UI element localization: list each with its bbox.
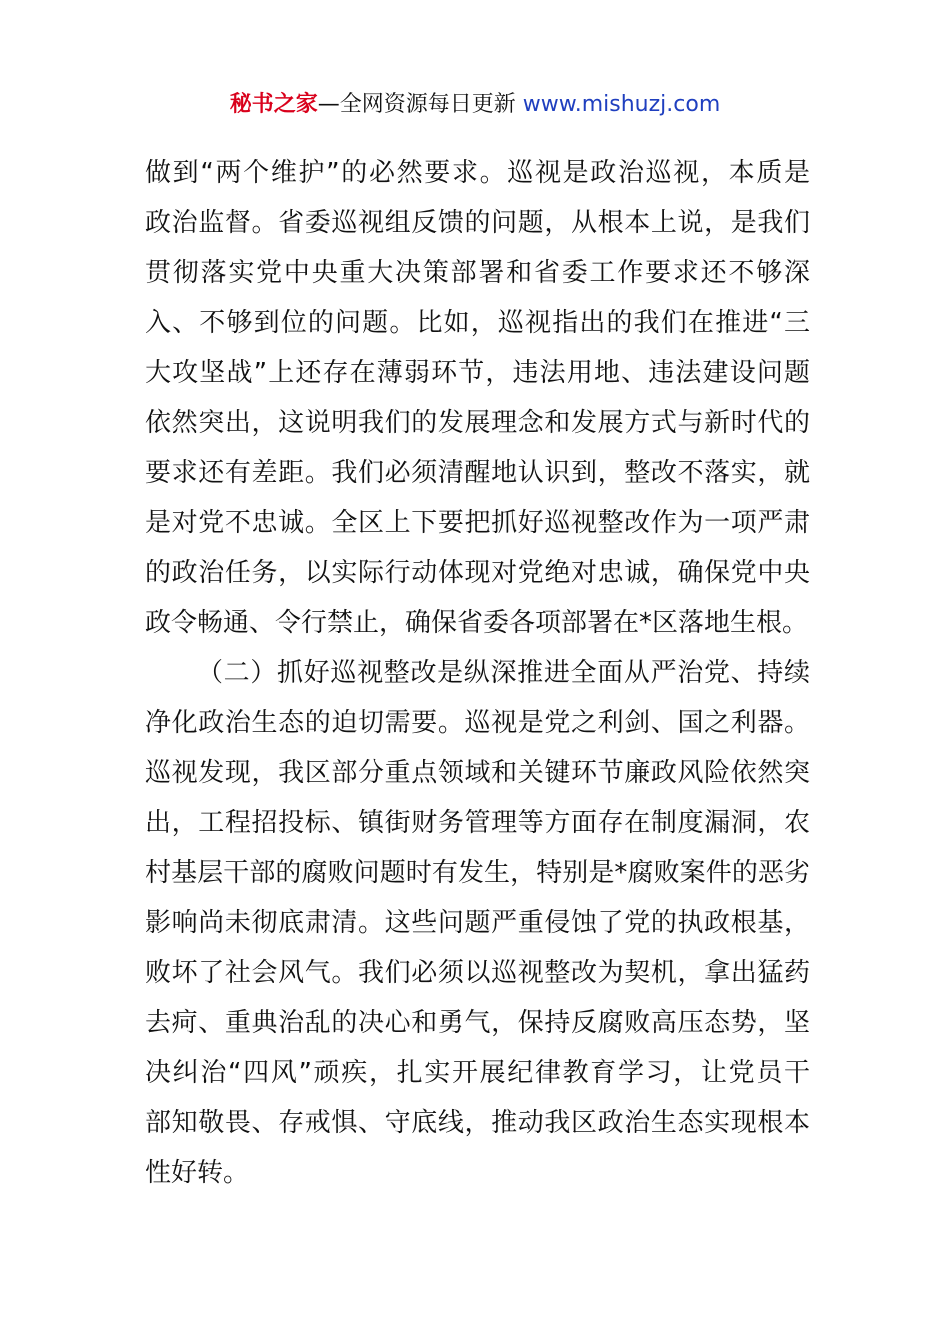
text-line: 部知敬畏、存戒惧、守底线，推动我区政治生态实现根本 — [145, 1108, 810, 1138]
text-line: 出，工程招投标、镇街财务管理等方面存在制度漏洞，农 — [145, 808, 810, 838]
text-line: 净化政治生态的迫切需要。巡视是党之利剑、国之利器。 — [145, 708, 810, 738]
text-line: 贯彻落实党中央重大决策部署和省委工作要求还不够深 — [145, 258, 810, 288]
text-line: 性好转。 — [145, 1158, 250, 1188]
text-line: 做到“两个维护”的必然要求。巡视是政治巡视，本质是 — [145, 158, 810, 188]
text-line: 政令畅通、令行禁止，确保省委各项部署在*区落地生根。 — [145, 608, 809, 638]
text-line: 是对党不忠诚。全区上下要把抓好巡视整改作为一项严肃 — [145, 508, 810, 538]
site-url-link[interactable]: www.mishuzj.com — [522, 92, 721, 117]
site-header — [0, 88, 950, 122]
text-line: 村基层干部的腐败问题时有发生，特别是*腐败案件的恶劣 — [145, 858, 810, 888]
text-line: 政治监督。省委巡视组反馈的问题，从根本上说，是我们 — [145, 208, 810, 238]
text-line: 的政治任务，以实际行动体现对党绝对忠诚，确保党中央 — [145, 558, 810, 588]
text-line: 大攻坚战”上还存在薄弱环节，违法用地、违法建设问题 — [145, 358, 810, 388]
site-brand: 秘书之家 — [229, 92, 318, 117]
text-line: 去疴、重典治乱的决心和勇气，保持反腐败高压态势，坚 — [145, 1008, 810, 1038]
site-tagline: —全网资源每日更新 — [317, 92, 523, 117]
document-body — [145, 148, 810, 1198]
paragraph — [145, 648, 810, 1198]
text-line: 巡视发现，我区部分重点领域和关键环节廉政风险依然突 — [145, 758, 810, 788]
paragraph — [145, 148, 810, 648]
text-line: 要求还有差距。我们必须清醒地认识到，整改不落实，就 — [145, 458, 810, 488]
text-line: 入、不够到位的问题。比如，巡视指出的我们在推进“三 — [145, 308, 810, 338]
text-line: （二）抓好巡视整改是纵深推进全面从严治党、持续 — [197, 658, 810, 688]
text-line: 影响尚未彻底肃清。这些问题严重侵蚀了党的执政根基， — [145, 908, 810, 938]
text-line: 败坏了社会风气。我们必须以巡视整改为契机，拿出猛药 — [145, 958, 810, 988]
text-line: 依然突出，这说明我们的发展理念和发展方式与新时代的 — [145, 408, 810, 438]
text-line: 决纠治“四风”顽疾，扎实开展纪律教育学习，让党员干 — [145, 1058, 810, 1088]
